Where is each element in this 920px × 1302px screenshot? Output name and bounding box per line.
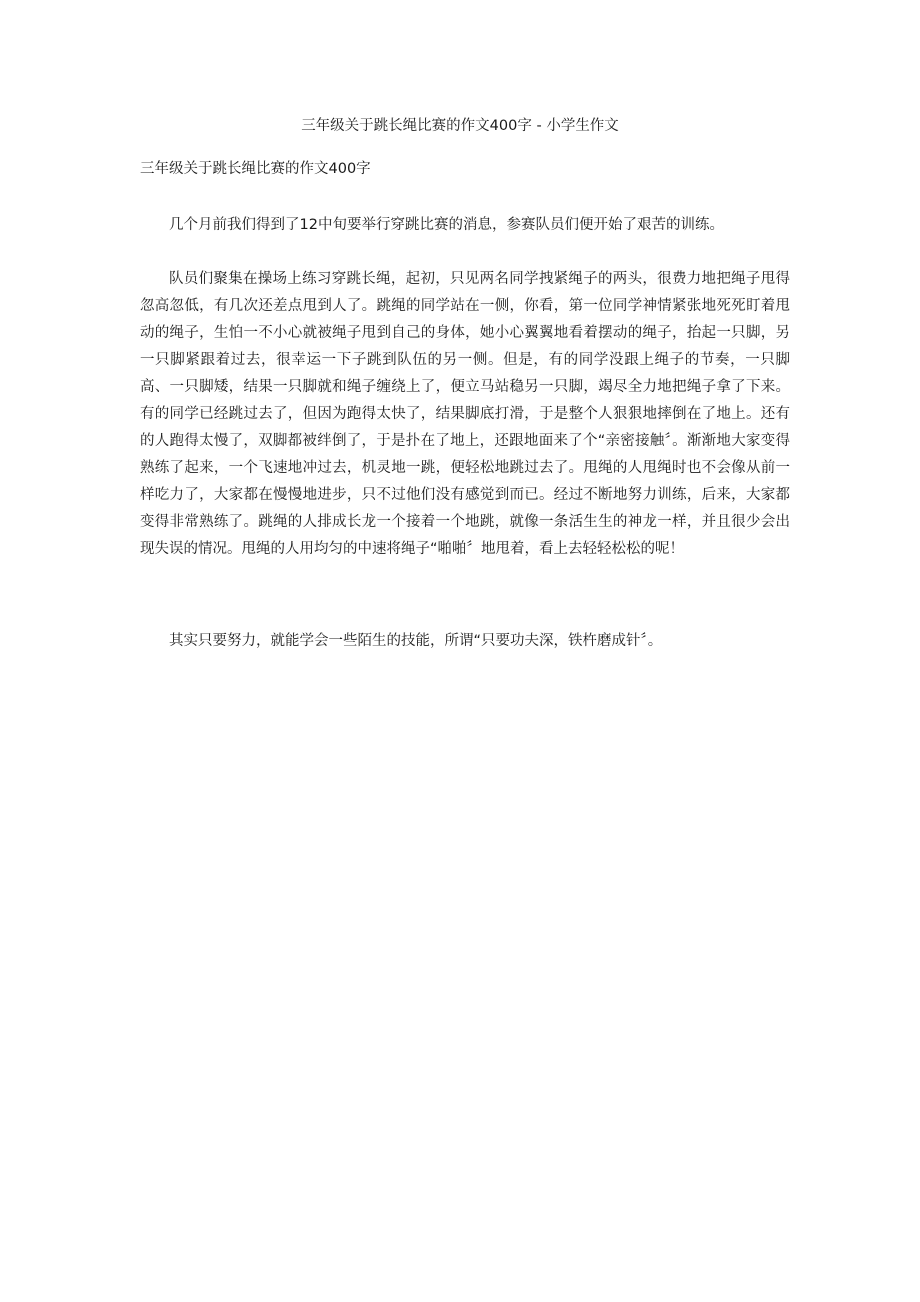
paragraph-conclusion: 其实只要努力，就能学会一些陌生的技能，所谓“只要功夫深，铁杵磨成针〞。 (169, 633, 663, 649)
paragraph-body: 队员们聚集在操场上练习穿跳长绳，起初，只见两名同学拽紧绳子的两头，很费力地把绳子甩得忽高忽低，有几次还差点甩到人了。跳绳的同学站在一侧，你看，第一位同学神情紧张地死死盯着甩动的绳子，生怕一不小心就被绳子甩到自己的身体，她小心翼翼地看着摆动的绳子，抬起一只脚，另一只脚紧跟着过去，很幸运一下子跳到队伍的另一侧。但是，有的同学没跟上绳子的节奏，一只脚高、一只脚矮，结果一只脚就和绳子缠绕上了，便立马站稳另一只脚，竭尽全力地把绳子拿了下来。有的同学已经跳过去了，但因为跑得太快了，结果脚底打滑，于是整个人狠狠地摔倒在了地上。还有的人跑得太慢了，双脚都被绊倒了，于是扑在了地上，还跟地面来了个“亲密接触〞。渐渐地大家变得熟练了起来，一个飞速地冲过去，机灵地一跳，便轻松地跳过去了。甩绳的人甩绳时也不会像从前一样吃力了，大家都在慢慢地进步，只不过他们没有感觉到而已。经过不断地努力训练，后来，大家都变得非常熟练了。跳绳的人排成长龙一个接着一个地跳，就像一条活生生的神龙一样，并且很少会出现失误的情况。甩绳的人用均匀的中速将绳子“啪啪〞地甩着，看上去轻轻松松的呢！ (140, 271, 790, 557)
article-heading: 三年级关于跳长绳比赛的作文400字 (140, 161, 371, 177)
page-title: 三年级关于跳长绳比赛的作文400字 - 小学生作文 (301, 118, 619, 134)
paragraph-intro: 几个月前我们得到了12中旬要举行穿跳比赛的消息，参赛队员们便开始了艰苦的训练。 (169, 217, 724, 233)
